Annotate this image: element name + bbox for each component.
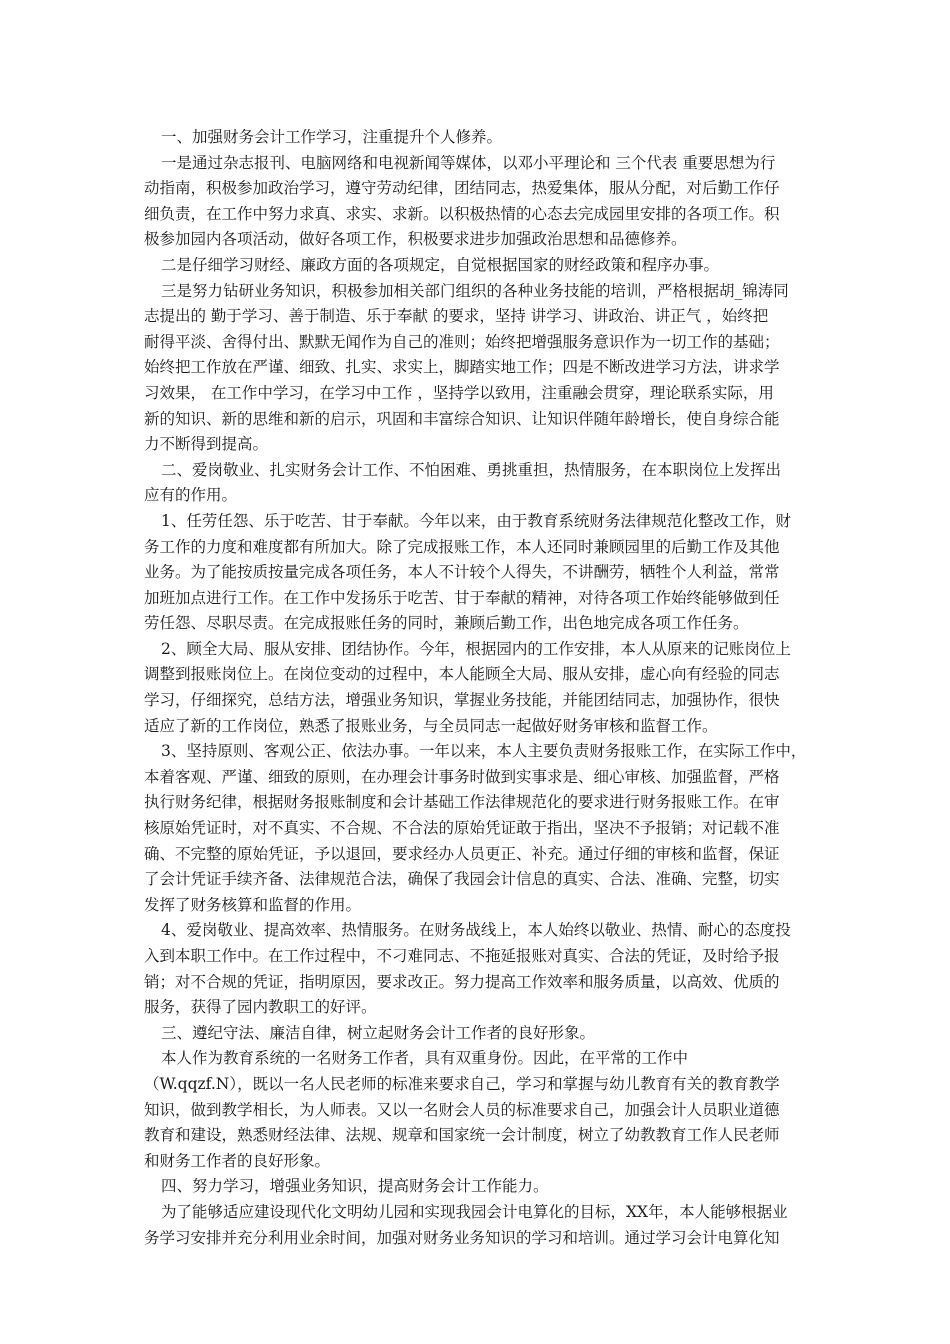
paragraph-line: 适应了新的工作岗位，熟悉了报账业务，与全员同志一起做好财务审核和监督工作。 xyxy=(144,716,718,735)
paragraph-line: 始终把工作放在严谨、细致、扎实、求实上，脚踏实地工作；四是不断改进学习方法，讲求学 xyxy=(144,358,780,377)
paragraph-line: 销；对不合规的凭证，指明原因，要求改正。努力提高工作效率和服务质量，以高效、优质的 xyxy=(144,972,780,991)
paragraph-line: 学习，仔细探究，总结方法，增强业务知识，掌握业务技能，并能团结同志，加强协作，很快 xyxy=(144,691,780,710)
paragraph-line: 极参加园内各项活动，做好各项工作，积极要求进步加强政治思想和品德修养。 xyxy=(144,230,687,249)
paragraph-line: 1、任劳任怨、乐于吃苦、甘于奉献。今年以来，由于教育系统财务法律规范化整改工作，财 xyxy=(161,511,791,530)
paragraph-line: 务工作的力度和难度都有所加大。除了完成报账工作，本人还同时兼顾园里的后勤工作及其他 xyxy=(144,537,780,556)
paragraph-line: （W.qqzf.N），既以一名人民老师的标准来要求自己，学习和掌握与幼儿教育有关的教育教学 xyxy=(144,1074,780,1093)
paragraph-line: 二是仔细学习财经、廉政方面的各项规定，自觉根据国家的财经政策和程序办事。 xyxy=(161,255,720,274)
section-heading-4: 四、努力学习，增强业务知识，提高财务会计工作能力。 xyxy=(161,1177,549,1196)
paragraph-line: 三是努力钻研业务知识，积极参加相关部门组织的各种业务技能的培训，严格根据胡_锦涛同 xyxy=(161,281,789,300)
paragraph-line: 入到本职工作中。在工作过程中，不刁难同志、不拖延报账对真实、合法的凭证，及时给予报 xyxy=(144,947,780,965)
paragraph-line: 耐得平淡、舍得付出、默默无闻作为自己的准则；始终把增强服务意识作为一切工作的基础； xyxy=(144,332,780,351)
section-heading-2: 二、爱岗敬业、扎实财务会计工作、不怕困难、勇挑重担，热情服务，在本职岗位上发挥出 xyxy=(161,460,782,479)
paragraph-line: 3、坚持原则、客观公正、依法办事。一年以来，本人主要负责财务报账工作，在实际工作中， xyxy=(161,742,807,761)
paragraph-line: 务学习安排并充分利用业余时间，加强对财务业务知识的学习和培训。通过学习会计电算化知 xyxy=(144,1228,780,1247)
paragraph-line: 确、不完整的原始凭证，予以退回，要求经办人员更正、补充。通过仔细的审核和监督，保证 xyxy=(144,844,780,863)
paragraph-line: 动指南，积极参加政治学习，遵守劳动纪律，团结同志，热爱集体，服从分配，对后勤工作仔 xyxy=(144,179,780,198)
paragraph-line: 细负责，在工作中努力求真、求实、求新。以积极热情的心态去完成园里安排的各项工作。积 xyxy=(144,204,780,223)
paragraph-line: 调整到报账岗位上。在岗位变动的过程中，本人能顾全大局、服从安排，虚心向有经验的同志 xyxy=(144,665,780,684)
section-heading-3: 三、遵纪守法、廉洁自律，树立起财务会计工作者的良好形象。 xyxy=(161,1023,596,1042)
paragraph-line: 2、顾全大局、服从安排、团结协作。今年，根据园内的工作安排，本人从原来的记账岗位上 xyxy=(161,639,791,658)
paragraph-line: 力不断得到提高。 xyxy=(144,435,269,454)
paragraph-line: 服务，获得了园内教职工的好评。 xyxy=(144,998,377,1017)
paragraph-line: 发挥了财务核算和监督的作用。 xyxy=(144,895,362,914)
paragraph-line: 劳任怨、尽职尽责。在完成报账任务的同时，兼顾后勤工作，出色地完成各项工作任务。 xyxy=(144,614,749,633)
document-body xyxy=(144,125,829,1251)
paragraph-line: 知识，做到教学相长，为人师表。又以一名财会人员的标准要求自己，加强会计人员职业道德 xyxy=(144,1100,780,1119)
paragraph-line: 核原始凭证时，对不真实、不合规、不合法的原始凭证敢于指出，坚决不予报销；对记载不准 xyxy=(144,819,780,838)
paragraph-line: 一是通过杂志报刊、电脑网络和电视新闻等媒体，以邓小平理论和 三个代表 重要思想为行 xyxy=(161,153,776,172)
paragraph-line: 了会计凭证手续齐备、法律规范合法，确保了我园会计信息的真实、合法、准确、完整，切实 xyxy=(144,870,780,889)
paragraph-line: 4、爱岗敬业、提高效率、热情服务。在财务战线上，本人始终以敬业、热情、耐心的态度投 xyxy=(161,921,791,940)
paragraph-line: 教育和建设，熟悉财经法律、法规、规章和国家统一会计制度，树立了幼教教育工作人民老师 xyxy=(144,1126,780,1145)
paragraph-line: 本着客观、严谨、细致的原则，在办理会计事务时做到实事求是、细心审核、加强监督，严格 xyxy=(144,767,780,786)
paragraph-line: 为了能够适应建设现代化文明幼儿园和实现我园会计电算化的目标，XX年，本人能够根据业 xyxy=(161,1202,788,1221)
paragraph-line: 执行财务纪律，根据财务报账制度和会计基础工作法律规范化的要求进行财务报账工作。在审 xyxy=(144,793,780,812)
paragraph-line: 本人作为教育系统的一名财务工作者，具有双重身份。因此，在平常的工作中 xyxy=(161,1049,689,1068)
paragraph-line: 志提出的 勤于学习、善于制造、乐于奉献 的要求，坚持 讲学习、讲政治、讲正气 ，始终把 xyxy=(144,307,769,326)
paragraph-line: 应有的作用。 xyxy=(144,486,238,505)
paragraph-line: 业务。为了能按质按量完成各项任务，本人不计较个人得失，不讲酬劳，牺牲个人利益，常常 xyxy=(144,563,780,582)
paragraph-line: 新的知识、新的思维和新的启示，巩固和丰富综合知识、让知识伴随年龄增长，使自身综合能 xyxy=(144,409,780,428)
paragraph-line: 和财务工作者的良好形象。 xyxy=(144,1151,331,1170)
section-heading-1: 一、加强财务会计工作学习，注重提升个人修养。 xyxy=(161,128,503,146)
paragraph-line: 加班加点进行工作。在工作中发扬乐于吃苦、甘于奉献的精神，对待各项工作始终能够做到任 xyxy=(144,588,780,607)
paragraph-line: 习效果， 在工作中学习，在学习中工作 ，坚持学以致用，注重融会贯穿，理论联系实际，用 xyxy=(144,383,774,402)
